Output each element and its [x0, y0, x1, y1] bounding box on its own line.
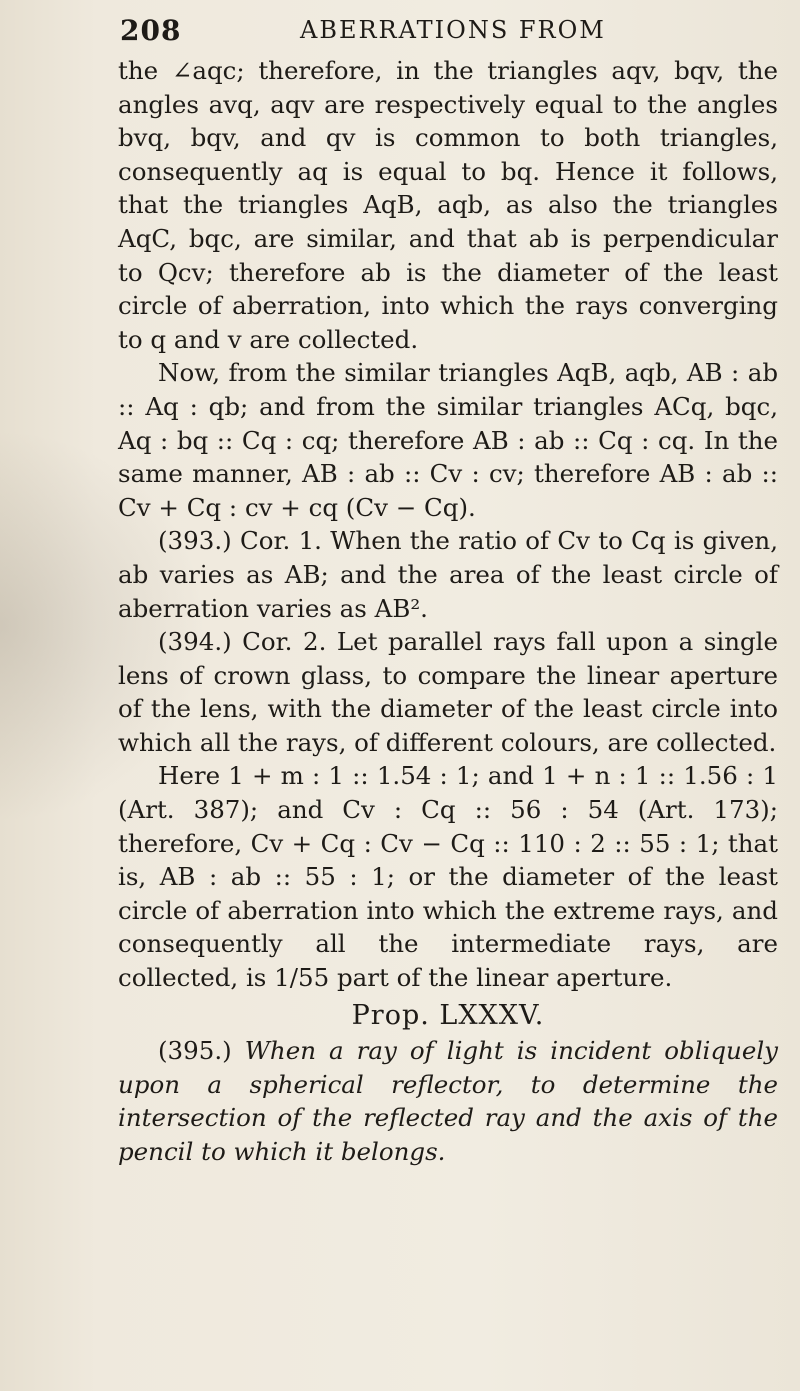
running-head: ABERRATIONS FROM	[300, 16, 606, 44]
proposition-number: (395.)	[158, 1036, 232, 1066]
page-number: 208	[120, 14, 182, 47]
paragraph-corollary-2: (394.) Cor. 2. Let parallel rays fall upon a single lens of crown glass, to compare the linear aperture of the lens, with the diameter of the least circle into which all the rays, of different colours, are collected.	[118, 627, 778, 757]
paragraph-corollary-1: (393.) Cor. 1. When the ratio of Cv to Cq is given, ab varies as AB; and the area of the least circle of aberration varies as AB².	[118, 526, 778, 623]
body-text	[118, 54, 778, 1169]
proposition-statement	[118, 1034, 778, 1168]
paragraph-similar-triangles: Now, from the similar triangles AqB, aqb, AB : ab :: Aq : qb; and from the similar triangles ACq, bqc, Aq : bq :: Cq : cq; therefore AB : ab :: Cq : cq. In the same manner, AB : ab :: Cv : cv; therefore AB : ab :: Cv + Cq : cv + cq (Cv − Cq).	[118, 358, 778, 522]
paragraph-calculation: Here 1 + m : 1 :: 1.54 : 1; and 1 + n : 1 :: 1.56 : 1 (Art. 387); and Cv : Cq :: 56 : 54 (Art. 173); therefore, Cv + Cq : Cv − Cq :: 110 : 2 :: 55 : 1; that is, AB : ab :: 55 : 1; or the diameter of the least circle of aberration into which the extreme rays, and consequently all the intermediate rays, are collected, is 1/55 part of the linear aperture.	[118, 761, 778, 993]
proposition-title: Prop. LXXXV.	[351, 999, 545, 1031]
page-header	[120, 8, 740, 54]
paragraph-continuation: the ∠aqc; therefore, in the triangles aqv, bqv, the angles avq, aqv are respectively equal to the angles bvq, bqv, and qv is common to both triangles, consequently aq is equal to bq. Hence it follows, that the triangles AqB, aqb, as also the triangles AqC, bqc, are similar, and that ab is perpendicular to Qcv; therefore ab is the diameter of the least circle of aberration, into which the rays converging to q and v are collected.	[118, 56, 778, 354]
proposition-text: When a ray of light is incident obliquely upon a spherical reflector, to determine the intersection of the reflected ray and the axis of the pencil to which it belongs.	[118, 1036, 779, 1166]
